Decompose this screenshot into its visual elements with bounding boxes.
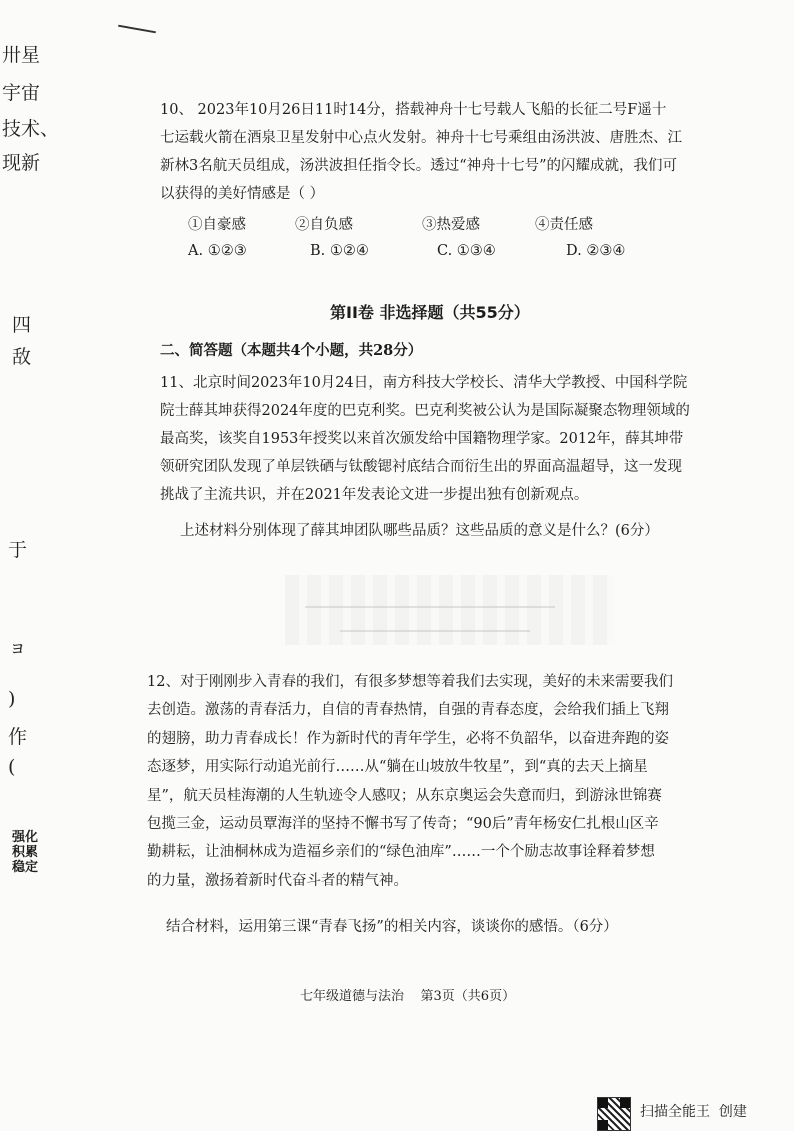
q12-line: 包揽三金，运动员覃海洋的坚持不懈书写了传奇；“90后”青年杨安仁扎根山区辛: [147, 816, 659, 833]
q11-line: 11、北京时间2023年10月24日，南方科技大学校长、清华大学教授、中国科学院: [160, 375, 688, 391]
q10-choice-d: D. ②③④: [566, 243, 626, 259]
erased-mark: [340, 630, 530, 632]
q12-line: 去创造。激荡的青春活力，自信的青春热情，自强的青春态度，会给我们插上飞翔: [147, 702, 669, 719]
margin-fragment: 宇宙: [2, 82, 41, 104]
sidebar-label-line: 强化: [12, 830, 39, 845]
question-12-stem: [147, 668, 712, 895]
q10-line: 10、 2023年10月26日11时14分，搭载神舟十七号载人飞船的长征二号F遥十: [160, 102, 667, 118]
q10-item: ②自负感: [295, 217, 353, 233]
margin-fragment: ョ: [8, 636, 28, 658]
erased-answer-area: [285, 575, 615, 645]
margin-fragment: 现新: [2, 152, 41, 174]
sidebar-label-line: 稳定: [12, 860, 39, 875]
q12-line: 星”，航天员桂海潮的人生轨迹令人感叹；从东京奥运会失意而归，到游泳世锦赛: [147, 787, 662, 804]
qr-code-icon: [597, 1097, 631, 1131]
q12-line: 勤耕耘，让油桐林成为造福乡亲们的“绿色油库”……一个个励志故事诠释着梦想: [147, 844, 655, 861]
q10-choice-a: A. ①②③: [188, 243, 247, 259]
q12-line: 的力量，激扬着新时代奋斗者的精气神。: [147, 872, 408, 889]
margin-fragment: 四: [12, 314, 32, 336]
q12-line: 的翅膀，助力青春成长！作为新时代的青年学生，必将不负韶华，以奋进奔跑的姿: [147, 730, 669, 747]
margin-fragment: (: [8, 756, 16, 778]
margin-fragment: 卅星: [2, 44, 41, 66]
q12-line: 12、对于刚刚步入青春的我们，有很多梦想等着我们去实现，美好的未来需要我们: [147, 674, 673, 690]
q10-choice-b: B. ①②④: [310, 243, 369, 259]
q10-item: ①自豪感: [188, 217, 246, 233]
page-footer: 七年级道德与法治 第3页（共6页）: [300, 989, 516, 1004]
q11-line: 领研究团队发现了单层铁硒与钛酸锶衬底结合而衍生出的界面高温超导，这一发现: [160, 459, 682, 475]
q11-line: 挑战了主流共识，并在2021年发表论文进一步提出独有创新观点。: [160, 487, 589, 503]
scanner-watermark: 扫描全能王 创建: [640, 1104, 747, 1120]
section-title: 第II卷 非选择题（共55分）: [330, 303, 530, 322]
q10-line: 新林3名航天员组成，汤洪波担任指令长。透过“神舟十七号”的闪耀成就，我们可: [160, 158, 678, 174]
sidebar-label-line: 积累: [12, 845, 39, 860]
q12-line: 态逐梦，用实际行动追光前行……从“躺在山坡放牛牧星”，到“真的去天上摘星: [147, 759, 648, 776]
pen-mark: [118, 25, 156, 34]
q10-choice-c: C. ①③④: [437, 243, 496, 259]
question-10-stem: [160, 96, 708, 208]
q10-line: 以获得的美好情感是（ ）: [160, 186, 325, 202]
margin-fragment: 技术、: [2, 118, 60, 140]
part-two-title: 二、简答题（本题共4个小题，共28分）: [160, 342, 423, 359]
margin-fragment: 敌: [12, 346, 32, 368]
margin-fragment: 作: [8, 726, 28, 748]
q10-item: ④责任感: [535, 217, 593, 233]
question-11-stem: [160, 369, 708, 509]
margin-fragment: ): [8, 688, 16, 710]
q10-line: 七运载火箭在酒泉卫星发射中心点火发射。神舟十七号乘组由汤洪波、唐胜杰、江: [160, 130, 682, 146]
sidebar-label: [12, 830, 38, 875]
q11-question: 上述材料分别体现了薛其坤团队哪些品质？这些品质的意义是什么？(6分）: [180, 523, 659, 539]
q10-item: ③热爱感: [422, 217, 480, 233]
margin-fragment: 于: [8, 539, 28, 561]
q12-question: 结合材料，运用第三课“青春飞扬”的相关内容，谈谈你的感悟。（6分）: [166, 919, 618, 935]
erased-mark: [305, 606, 555, 608]
q11-line: 最高奖，该奖自1953年授奖以来首次颁发给中国籍物理学家。2012年，薛其坤带: [160, 431, 684, 447]
q11-line: 院士薛其坤获得2024年度的巴克利奖。巴克利奖被公认为是国际凝聚态物理领域的: [160, 403, 690, 419]
